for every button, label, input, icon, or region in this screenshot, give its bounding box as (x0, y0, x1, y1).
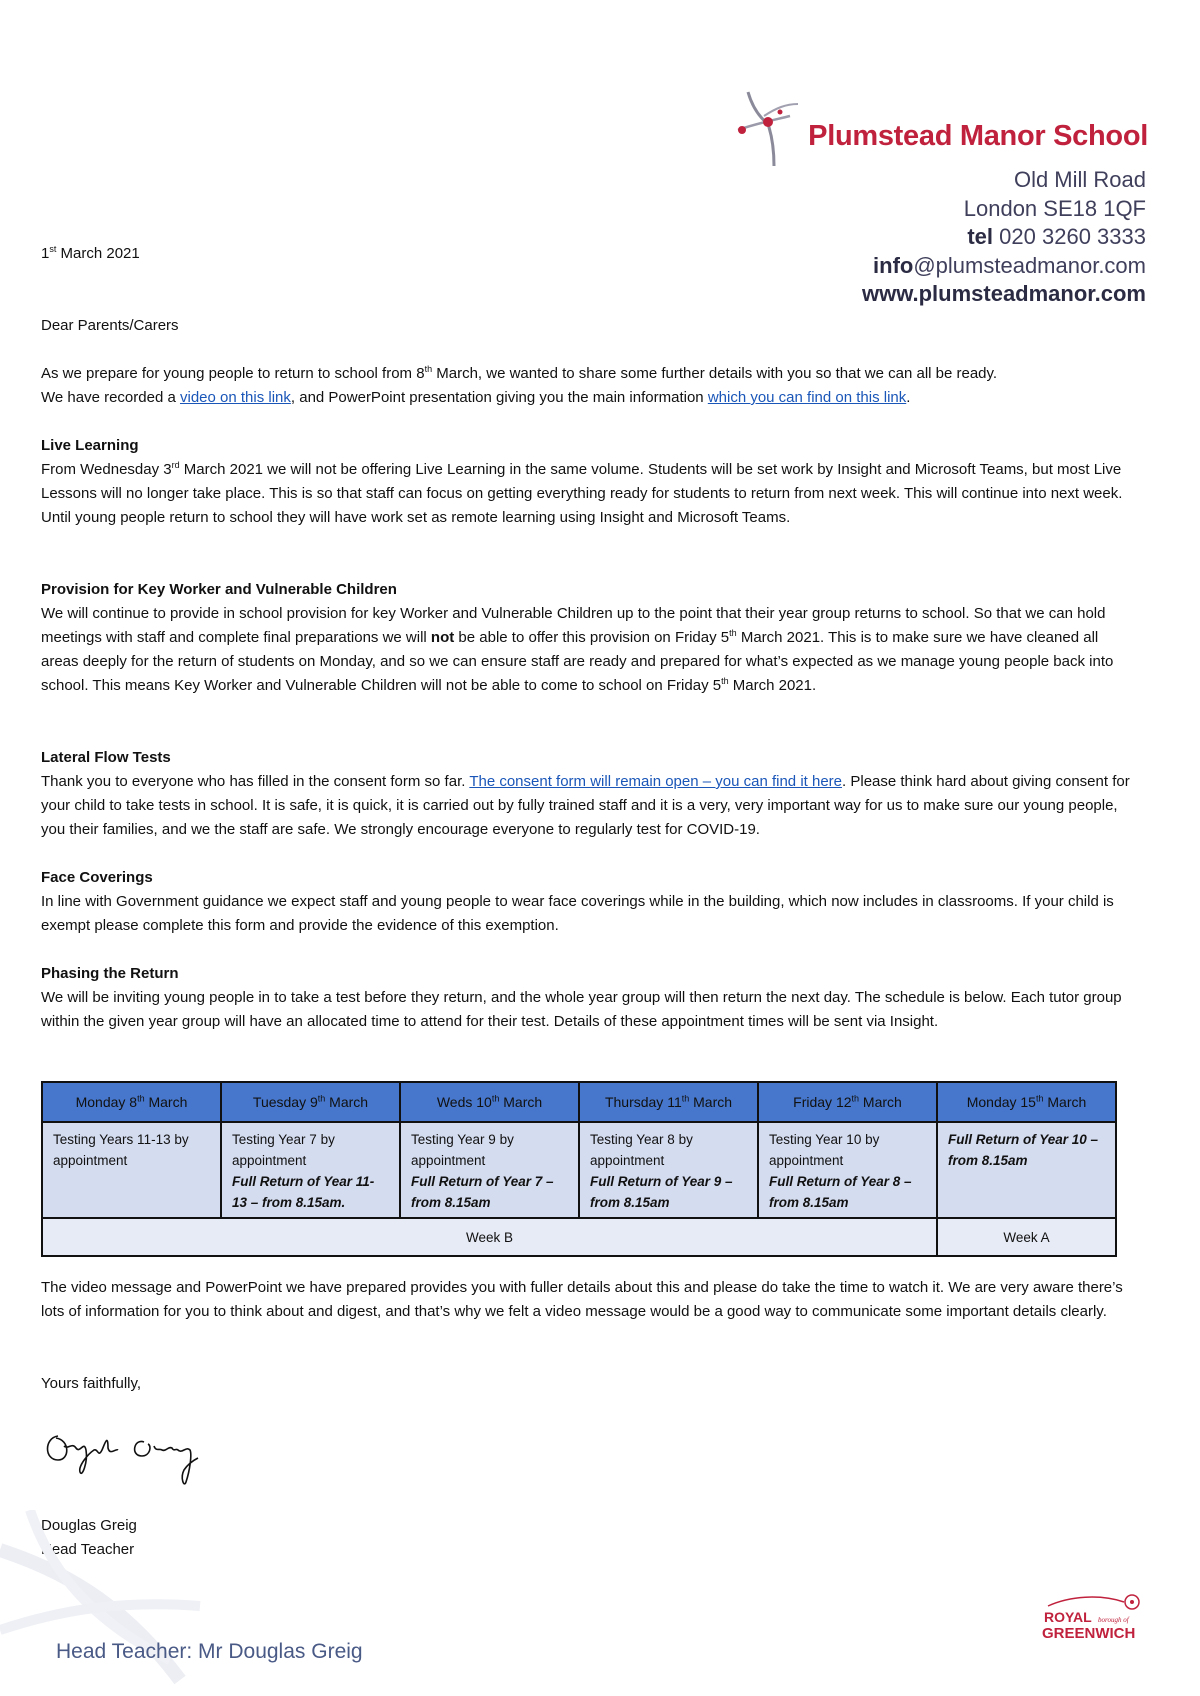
schedule-cell: Full Return of Year 10 – from 8.15am (937, 1122, 1116, 1218)
lateral-flow-section (41, 746, 1131, 842)
intro-line-2: We have recorded a video on this link, and PowerPoint presentation giving you the main information which you can find on this link. (41, 389, 911, 406)
schedule-cell: Testing Year 10 by appointment Full Return of Year 8 – from 8.15am (758, 1122, 937, 1218)
presentation-link[interactable]: which you can find on this link (707, 389, 907, 406)
consent-form-link[interactable]: The consent form will remain open – you can find it here (469, 773, 843, 790)
week-b-cell: Week B (42, 1218, 937, 1256)
tel-label: tel (967, 224, 994, 249)
schedule-cell: Testing Year 7 by appointment Full Return of Year 11-13 – from 8.15am. (221, 1122, 400, 1218)
email-domain: @plumsteadmanor.com (913, 252, 1146, 278)
face-coverings-heading: Face Coverings (41, 869, 153, 886)
schedule-header: Monday 15th March (937, 1082, 1116, 1122)
schedule-header: Thursday 11th March (579, 1082, 758, 1122)
closing-paragraph: The video message and PowerPoint we have prepared provides you with fuller details about this and please do take the time to watch it. We are very aware there’s lots of information for you to think about and digest, and that’s why we felt a video message would be a good way to communicate some important details clearly. (41, 1279, 1123, 1320)
schedule-cell: Testing Years 11-13 by appointment (42, 1122, 221, 1218)
council-royal: ROYAL (1044, 1609, 1092, 1625)
date-suffix: st (49, 244, 57, 254)
footer-crest-watermark-icon (0, 1510, 340, 1696)
schedule-detail-row (42, 1122, 1116, 1218)
footer-head-teacher: Head Teacher: Mr Douglas Greig (56, 1640, 363, 1663)
key-worker-heading: Provision for Key Worker and Vulnerable Children (41, 581, 397, 598)
date-rest: March 2021 (56, 245, 140, 262)
address-line-2: London SE18 1QF (963, 195, 1146, 221)
sign-off: Yours faithfully, (41, 1375, 142, 1392)
face-coverings-section (41, 866, 1131, 938)
email-user: info (873, 252, 914, 278)
schedule-cell: Testing Year 8 by appointment Full Return of Year 9 – from 8.15am (579, 1122, 758, 1218)
school-logo (728, 86, 1148, 166)
letter-date (41, 242, 1131, 266)
website: www.plumsteadmanor.com (861, 281, 1146, 306)
live-learning-text: From Wednesday 3rd March 2021 we will not be offering Live Learning in the same volume. Students will be set work by Insight and Microsoft Teams, but most Live Lessons will no longer take place. This is so that staff can focus on getting everything ready for students to return from next week. This will continue into next week. Until young people return to school they will have work set as remote learning using Insight and Microsoft Teams. (41, 460, 1123, 526)
schedule-week-row (42, 1218, 1116, 1256)
signature-icon (40, 1420, 230, 1494)
schedule-header: Tuesday 9th March (221, 1082, 400, 1122)
week-a-cell: Week A (937, 1218, 1116, 1256)
live-learning-heading: Live Learning (41, 437, 139, 454)
intro-line-1: As we prepare for young people to return to school from 8th March, we wanted to share some further details with you so that we can all be ready. (41, 364, 998, 382)
intro-paragraph (41, 362, 1131, 410)
council-name: GREENWICH (1042, 1625, 1136, 1642)
lateral-flow-heading: Lateral Flow Tests (41, 749, 171, 766)
schedule-header: Friday 12th March (758, 1082, 937, 1122)
schedule-header-row (42, 1082, 1116, 1122)
council-borough: borough of (1098, 1616, 1129, 1624)
key-worker-text: We will continue to provide in school provision for key Worker and Vulnerable Children up to the point that their year group returns to school. So that we can hold meetings with staff and complete final preparations we will not be able to offer this provision on Friday 5th March 2021. This is to make sure we have cleaned all areas deeply for the return of students on Monday, and so we can ensure staff are ready and prepared for what’s expected as we manage young people back into school. This means Key Worker and Vulnerable Children will not be able to come to school on Friday 5th March 2021. (41, 605, 1114, 694)
tel-number: 020 3260 3333 (999, 224, 1146, 249)
phasing-heading: Phasing the Return (41, 965, 179, 982)
schedule-header: Monday 8th March (42, 1082, 221, 1122)
key-worker-section (41, 578, 1131, 698)
date-day: 1 (41, 245, 50, 262)
phasing-section (41, 962, 1131, 1034)
signatory-title: Head Teacher (41, 1541, 135, 1558)
face-coverings-text: In line with Government guidance we expect staff and young people to wear face coverings while in the building, which now includes in classrooms. If your child is exempt please complete this form and provide the evidence of this exemption. (41, 893, 1114, 934)
phasing-text: We will be inviting young people in to take a test before they return, and the whole year group will then return the next day. The schedule is below. Each tutor group within the given year group will have an allocated time to attend for their test. Details of these appointment times will be sent via Insight. (41, 989, 1122, 1030)
school-name: Plumstead Manor School (808, 120, 1148, 152)
return-schedule-table (41, 1081, 1117, 1257)
schedule-header: Weds 10th March (400, 1082, 579, 1122)
lateral-flow-text: Thank you to everyone who has filled in the consent form so far. The consent form will remain open – you can find it here. Please think hard about giving consent for your child to take tests in school. It is safe, it is quick, it is carried out by fully trained staff and it is a very, very important way for us to make sure our young people, you their families, and we the staff are safe. We strongly encourage everyone to regularly test for COVID-19. (41, 773, 1130, 838)
address-line-1: Old Mill Road (1013, 167, 1146, 192)
royal-greenwich-logo (1040, 1588, 1150, 1648)
video-link[interactable]: video on this link (179, 389, 291, 406)
live-learning-section (41, 434, 1131, 530)
signatory-name: Douglas Greig (41, 1517, 137, 1534)
school-address (862, 166, 1146, 309)
salutation: Dear Parents/Carers (41, 317, 179, 334)
schedule-cell: Testing Year 9 by appointment Full Return of Year 7 – from 8.15am (400, 1122, 579, 1218)
